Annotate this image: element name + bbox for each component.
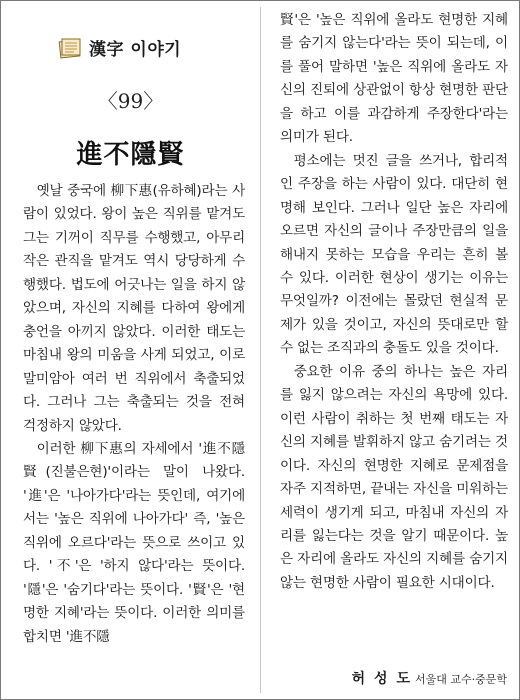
column-title: 漢字 이야기 (89, 40, 182, 60)
headline: 進不隱賢 (76, 140, 185, 170)
author-name: 허 성 도 (351, 671, 412, 687)
episode-number: 〈99〉 (97, 89, 164, 113)
left-body (23, 180, 245, 649)
paragraph: 평소에는 멋진 글을 쓰거나, 합리적인 주장을 하는 사람이 있다. 대단히 현명해 보인다. 그러나 일단 높은 자리에 오르면 자신의 글이나 주장만큼의 일을 해내지 못하는 모습을 우리는 흔히 볼 수 있다. 이러한 현상이 생기는 이유는 무엇일까? 이전에는 몰랐던 현실적 문제가 있을 것이고, 자신의 뜻대로만 할 수 없는 조직과의 충돌도 있을 것이다. (280, 152, 508, 357)
paragraph: 賢'은 '높은 직위에 올라도 현명한 지혜를 숨기지 않는다'라는 뜻이 되는데, 이를 풀어 말하면 '높은 직위에 올라도 자신의 진퇴에 상관없이 항상 현명한 판단을 하고 이를 과감하게 주장한다'라는 의미가 된다. (280, 12, 508, 146)
paragraph: 이러한 柳下惠의 자세에서 '進不隱賢(진불은현)'이라는 말이 나왔다. '進'은 '나아가다'라는 뜻인데, 여기에서는 '높은 직위에 나아가다' 즉, '높은 직위에 오르다'라는 뜻으로 쓰이고 있다. '不'은 '하지 않다'라는 뜻이다. '隱'은 '숨기다'라는 뜻이다. '賢'은 '현명한 지혜'라는 뜻이다. 이러한 의미를 합치면 '進不隱 (23, 440, 245, 645)
left-column (1, 1, 260, 699)
right-column (262, 1, 520, 699)
byline (352, 668, 507, 688)
column-header (57, 35, 181, 60)
author-affiliation: 서울대 교수·중문학 (414, 673, 507, 686)
column-divider (260, 7, 261, 693)
book-icon (57, 37, 83, 59)
paragraph: 옛날 중국에 柳下惠(유하혜)라는 사람이 있었다. 왕이 높은 직위를 맡겨도 그는 기꺼이 직무를 수행했고, 아무리 작은 관직을 맡겨도 역시 당당하게 수행했다. 법도에 어긋나는 일을 하지 않았으며, 자신의 지혜를 다하여 왕에게 충언을 아끼지 않았다. 이러한 태도는 마침내 왕의 미움을 사게 되었고, 이로 말미암아 여러 번 직위에서 축출되었다. 그러나 그는 축출되는 것을 전혀 걱정하지 않았다. (23, 183, 245, 434)
paragraph: 중요한 이유 중의 하나는 높은 자리를 잃지 않으려는 자신의 욕망에 있다. 이런 사람이 취하는 첫 번째 태도는 자신의 지혜를 발휘하지 않고 숨기려는 것이다. 자신의 현명한 지혜로 문제점을 자주 지적하면, 끝내는 자신을 미워하는 세력이 생기게 되고, 마침내 자신의 자리를 잃는다는 것을 알기 때문이다. 높은 자리에 올라도 자신의 지혜를 숨기지 않는 현명한 사람이 필요한 시대이다. (280, 363, 508, 591)
right-body (280, 9, 508, 595)
